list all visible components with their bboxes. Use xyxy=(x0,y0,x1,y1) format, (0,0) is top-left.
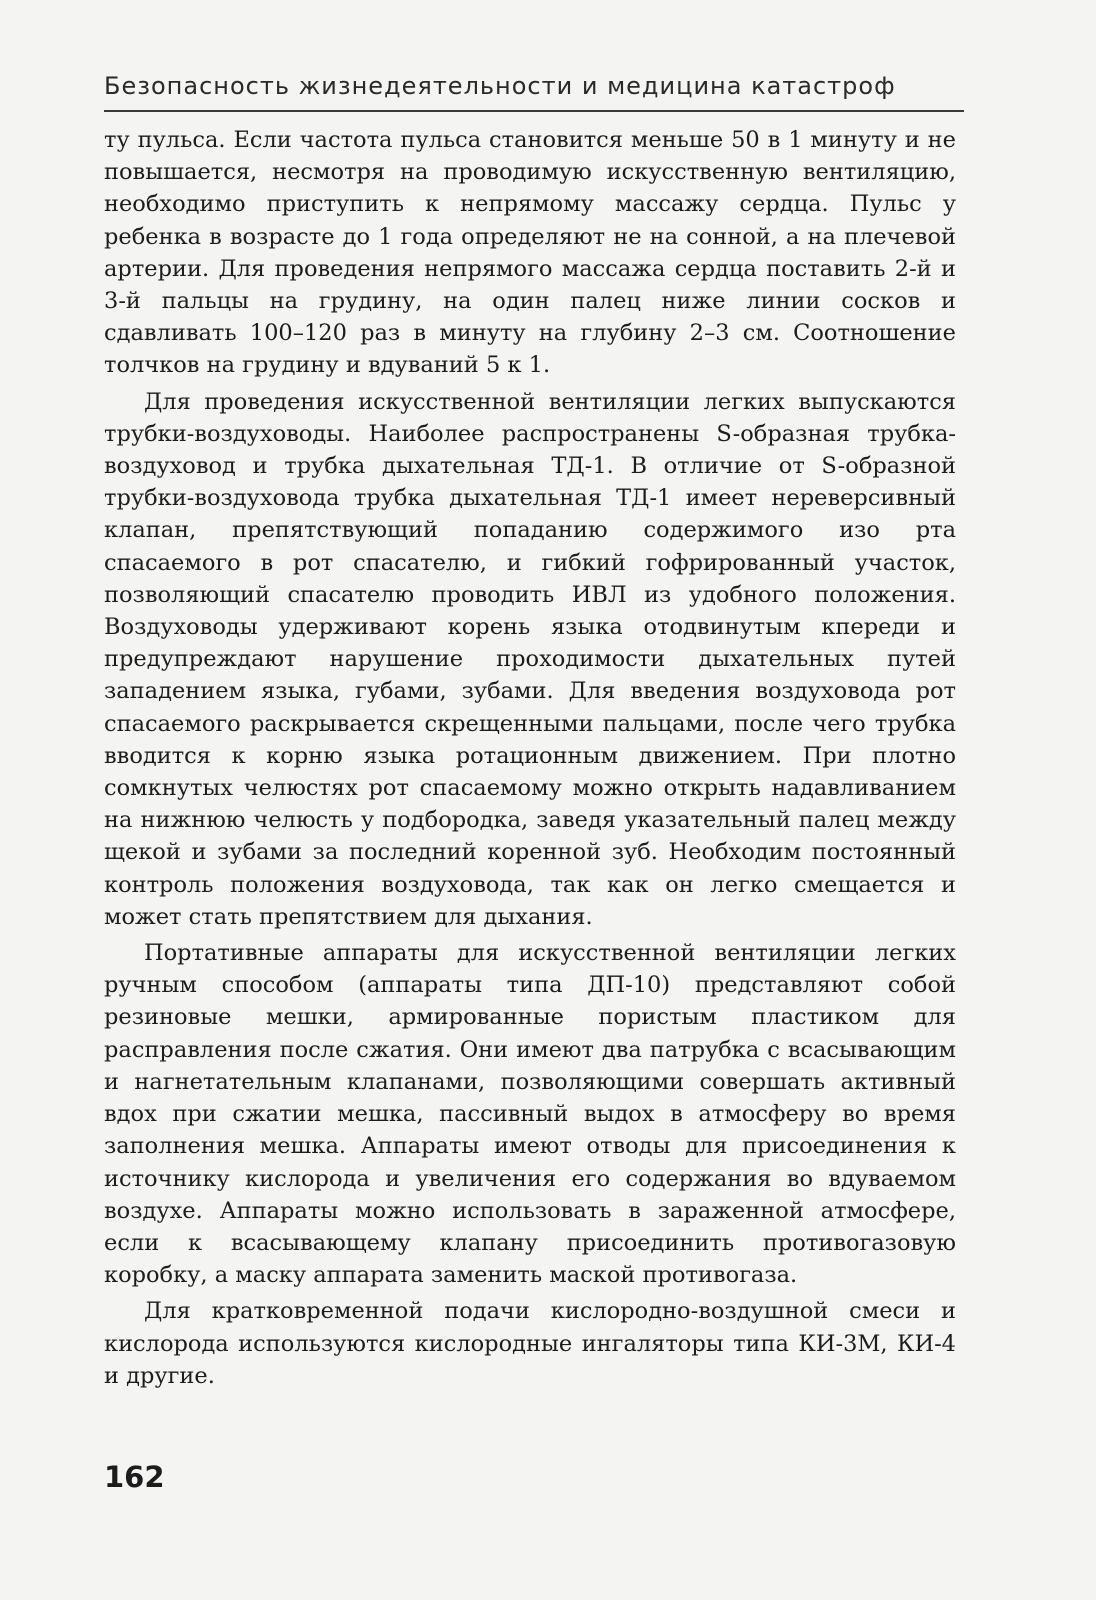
paragraph-oxygen-inhalers: Для кратковременной подачи кислородно-воздушной смеси и кислорода используются кислородные ингаляторы типа КИ-3М, КИ-4 и другие. xyxy=(104,1298,956,1389)
paragraph-airway-tubes: Для проведения искусственной вентиляции легких выпускаются трубки-воздуховоды. Наиболее распространены S-образная трубка-воздуховод и трубка дыхательная ТД-1. В отличие от S-образной трубки-воздуховода трубка дыхательная ТД-1 имеет нереверсивный клапан, препятствующий попаданию содержимого изо рта спасаемого в рот спасателю, и гибкий гофрированный участок, позволяющий спасателю проводить ИВЛ из удобного положения. Воздуховоды удерживают корень языка отодвинутым кпереди и предупреждают нарушение проходимости дыхательных путей западением языка, губами, зубами. Для введения воздуховода рот спасаемого раскрывается скрещенными пальцами, после чего трубка вводится к корню языка ротационным движением. При плотно сомкнутых челюстях рот спасаемому можно открыть надавливанием на нижнюю челюсть у подбородка, заведя указательный палец между щекой и зубами за последний коренной зуб. Необходим постоянный контроль положения воздуховода, так как он легко смещается и может стать препятствием для дыхания. xyxy=(104,388,956,930)
paragraph-continued: ту пульса. Если частота пульса становится меньше 50 в 1 минуту и не повышается, несмотря на проводимую искусственную вентиляцию, необходимо приступить к непрямому массажу сердца. Пульс у ребенка в возрасте до 1 года определяют не на сонной, а на плечевой артерии. Для проведения непрямого массажа сердца поставить 2-й и 3-й пальцы на грудину, на один палец ниже линии сосков и сдавливать 100–120 раз в минуту на глубину 2–3 см. Соотношение толчков на грудину и вдуваний 5 к 1. xyxy=(104,127,956,379)
header-rule xyxy=(104,110,964,112)
running-header: Безопасность жизнедеятельности и медицина катастроф xyxy=(104,72,896,100)
paragraph-portable-devices: Портативные аппараты для искусственной вентиляции легких ручным способом (аппараты типа ДП-10) представляют собой резиновые мешки, армированные пористым пластиком для расправления после сжатия. Они имеют два патрубка с всасывающим и нагнетательным клапанами, позволяющими совершать активный вдох при сжатии мешка, пассивный выдох в атмосферу во время заполнения мешка. Аппараты имеют отводы для присоединения к источнику кислорода и увеличения его содержания во вдуваемом воздухе. Аппараты можно использовать в зараженной атмосфере, если к всасывающему клапану присоединить противогазовую коробку, а маску аппарата заменить маской противогаза. xyxy=(104,940,956,1289)
page-number: 162 xyxy=(104,1460,165,1494)
page-body xyxy=(104,124,956,1392)
